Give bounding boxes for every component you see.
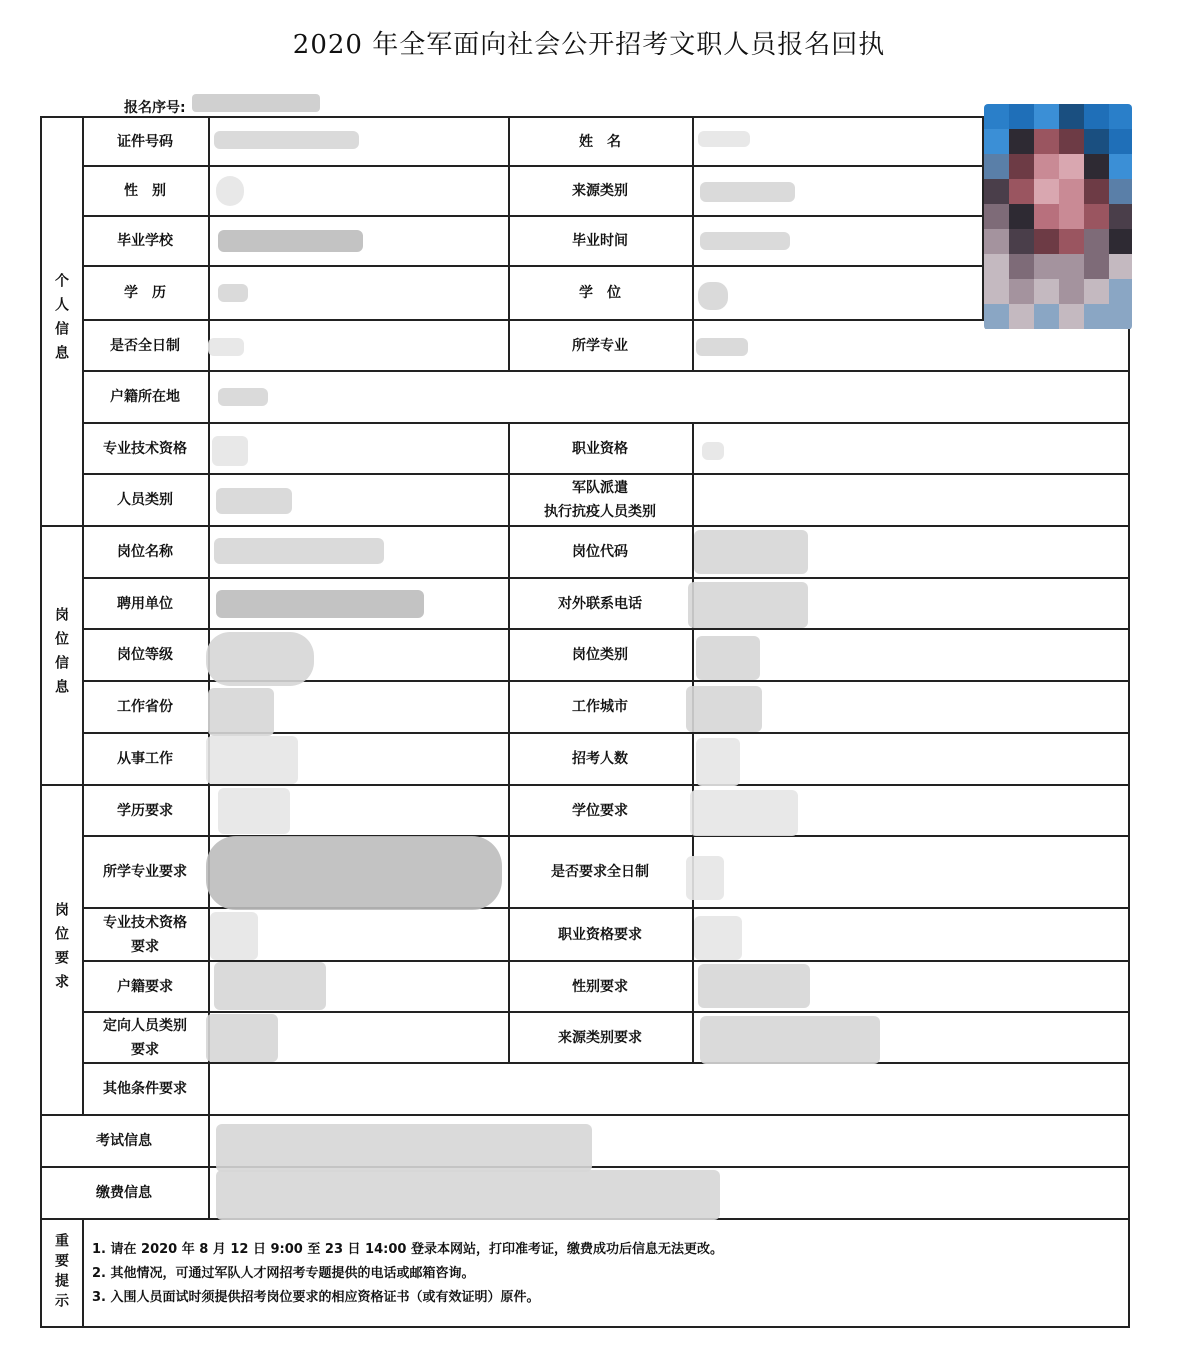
redacted-name bbox=[698, 131, 750, 147]
photo-mosaic-tile bbox=[1059, 129, 1084, 154]
photo-mosaic-tile bbox=[1009, 154, 1034, 179]
redacted-hukou bbox=[218, 388, 268, 406]
applicant-photo-pixelated bbox=[984, 104, 1132, 330]
table-rule bbox=[40, 1326, 1129, 1328]
redacted-school bbox=[218, 230, 363, 252]
label-tech-qual-req-line1: 专业技术资格 bbox=[103, 914, 187, 931]
label-targeted-req bbox=[82, 1012, 208, 1063]
label-education-req: 学历要求 bbox=[117, 802, 173, 819]
label-recruit-count: 招考人数 bbox=[572, 751, 628, 767]
label-degree-req: 学位要求 bbox=[572, 802, 628, 819]
photo-mosaic-tile bbox=[1009, 204, 1034, 229]
photo-mosaic-tile bbox=[984, 304, 1009, 329]
label-post-name: 岗位名称 bbox=[117, 544, 173, 560]
section-personal-info: 个人信息 bbox=[53, 273, 69, 369]
label-post-level: 岗位等级 bbox=[117, 647, 173, 663]
label-gender: 性 别 bbox=[124, 183, 166, 199]
redacted-grad-time bbox=[700, 232, 790, 250]
redacted-source-req bbox=[700, 1016, 880, 1064]
serial-number-redacted bbox=[192, 94, 320, 112]
photo-mosaic-tile bbox=[1034, 204, 1059, 229]
photo-mosaic-tile bbox=[1084, 254, 1109, 279]
photo-mosaic-tile bbox=[984, 254, 1009, 279]
photo-mosaic-tile bbox=[1009, 254, 1034, 279]
redacted-gender-req bbox=[698, 964, 810, 1008]
photo-mosaic-tile bbox=[1059, 179, 1084, 204]
label-vocational-qualification: 职业资格 bbox=[572, 440, 628, 457]
important-notes bbox=[92, 1238, 723, 1310]
photo-mosaic-tile bbox=[1034, 304, 1059, 329]
redacted-targeted-req bbox=[206, 1014, 278, 1062]
serial-number-label: 报名序号: bbox=[124, 100, 186, 116]
label-degree: 学 位 bbox=[579, 285, 621, 301]
label-targeted-req-line1: 定向人员类别 bbox=[103, 1017, 187, 1034]
photo-mosaic-tile bbox=[1084, 104, 1109, 129]
redacted-recruit-count bbox=[696, 738, 740, 786]
redacted-id-number bbox=[214, 131, 359, 149]
label-employer: 聘用单位 bbox=[117, 595, 173, 612]
photo-mosaic-tile bbox=[1059, 229, 1084, 254]
redacted-contact-phone bbox=[688, 582, 808, 628]
label-targeted-req-line2: 要求 bbox=[131, 1041, 159, 1058]
photo-mosaic-tile bbox=[1109, 254, 1132, 279]
photo-mosaic-tile bbox=[1034, 104, 1059, 129]
photo-mosaic-tile bbox=[1059, 304, 1084, 329]
label-post-type: 岗位类别 bbox=[572, 647, 628, 663]
redacted-fulltime bbox=[208, 338, 244, 356]
photo-mosaic-tile bbox=[1009, 179, 1034, 204]
page-title: 2020 年全军面向社会公开招考文职人员报名回执 bbox=[292, 30, 886, 60]
label-major: 所学专业 bbox=[572, 337, 628, 354]
photo-mosaic-tile bbox=[1009, 104, 1034, 129]
label-army-dispatch-line2: 执行抗疫人员类别 bbox=[544, 504, 656, 520]
redacted-tech-qual bbox=[212, 436, 248, 466]
photo-mosaic-tile bbox=[1009, 129, 1034, 154]
label-major-req: 所学专业要求 bbox=[103, 864, 187, 880]
redacted-work-city bbox=[686, 686, 762, 732]
photo-mosaic-tile bbox=[1009, 229, 1034, 254]
photo-mosaic-tile bbox=[1109, 304, 1132, 329]
redacted-post-name bbox=[214, 538, 384, 564]
redacted-gender bbox=[216, 176, 244, 206]
label-work-city: 工作城市 bbox=[572, 699, 628, 715]
photo-mosaic-tile bbox=[1059, 154, 1084, 179]
redacted-source-type bbox=[700, 182, 795, 202]
photo-mosaic-tile bbox=[1009, 279, 1034, 304]
photo-mosaic-tile bbox=[1034, 254, 1059, 279]
note-3: 3. 入围人员面试时须提供招考岗位要求的相应资格证书（或有效证明）原件。 bbox=[92, 1290, 540, 1305]
label-source-type: 来源类别 bbox=[572, 183, 628, 199]
table-rule bbox=[692, 422, 694, 1063]
label-payment-info: 缴费信息 bbox=[96, 1185, 152, 1201]
photo-mosaic-tile bbox=[1109, 104, 1132, 129]
redacted-fulltime-req bbox=[686, 856, 724, 900]
label-gender-req: 性别要求 bbox=[572, 978, 628, 995]
label-person-type: 人员类别 bbox=[117, 492, 173, 508]
photo-mosaic-tile bbox=[1109, 229, 1132, 254]
label-school: 毕业学校 bbox=[117, 233, 173, 249]
photo-mosaic-tile bbox=[1109, 179, 1132, 204]
photo-mosaic-tile bbox=[1084, 129, 1109, 154]
section-post-info: 岗位信息 bbox=[53, 607, 69, 703]
label-exam-info: 考试信息 bbox=[96, 1133, 152, 1149]
photo-mosaic-tile bbox=[1059, 279, 1084, 304]
photo-mosaic-tile bbox=[1034, 179, 1059, 204]
label-education: 学 历 bbox=[124, 285, 166, 301]
photo-mosaic-tile bbox=[984, 279, 1009, 304]
redacted-degree-req bbox=[690, 790, 798, 836]
label-id-number: 证件号码 bbox=[117, 133, 173, 150]
redacted-post-type bbox=[696, 636, 760, 680]
redacted-vocational-req bbox=[694, 916, 742, 960]
photo-mosaic-tile bbox=[1109, 279, 1132, 304]
redacted-major-req bbox=[206, 836, 502, 910]
redacted-employer bbox=[216, 590, 424, 618]
label-tech-qualification: 专业技术资格 bbox=[103, 440, 187, 457]
label-work-province: 工作省份 bbox=[117, 699, 173, 715]
redacted-tech-qual-req bbox=[210, 912, 258, 960]
photo-mosaic-tile bbox=[1034, 229, 1059, 254]
label-army-dispatch bbox=[508, 474, 692, 526]
photo-mosaic-tile bbox=[1109, 129, 1132, 154]
label-grad-time: 毕业时间 bbox=[572, 233, 628, 249]
label-fulltime: 是否全日制 bbox=[110, 337, 180, 354]
photo-mosaic-tile bbox=[1059, 204, 1084, 229]
photo-mosaic-tile bbox=[1059, 104, 1084, 129]
photo-mosaic-tile bbox=[984, 104, 1009, 129]
photo-mosaic-tile bbox=[1059, 254, 1084, 279]
redacted-hukou-req bbox=[214, 962, 326, 1010]
photo-mosaic-tile bbox=[984, 129, 1009, 154]
photo-mosaic-tile bbox=[1084, 179, 1109, 204]
note-1: 1. 请在 2020 年 8 月 12 日 9:00 至 23 日 14:00 登录本网站，打印准考证，缴费成功后信息无法更改。 bbox=[92, 1242, 723, 1257]
redacted-post-level bbox=[206, 632, 314, 686]
redacted-education bbox=[218, 284, 248, 302]
label-tech-qual-req-line2: 要求 bbox=[131, 938, 159, 955]
label-contact-phone: 对外联系电话 bbox=[558, 595, 642, 612]
note-2: 2. 其他情况，可通过军队人才网招考专题提供的电话或邮箱咨询。 bbox=[92, 1266, 475, 1281]
label-post-code: 岗位代码 bbox=[572, 544, 628, 560]
photo-mosaic-tile bbox=[984, 179, 1009, 204]
table-rule bbox=[82, 1218, 84, 1328]
redacted-degree bbox=[698, 282, 728, 310]
redacted-post-code bbox=[694, 530, 808, 574]
photo-mosaic-tile bbox=[984, 154, 1009, 179]
photo-mosaic-tile bbox=[1034, 129, 1059, 154]
redacted-vocational-qual bbox=[702, 442, 724, 460]
photo-mosaic-tile bbox=[1084, 304, 1109, 329]
label-vocational-req: 职业资格要求 bbox=[558, 926, 642, 943]
label-other-req: 其他条件要求 bbox=[103, 1081, 187, 1097]
label-tech-qual-req bbox=[82, 908, 208, 961]
label-name: 姓 名 bbox=[579, 133, 621, 150]
label-fulltime-req: 是否要求全日制 bbox=[551, 864, 649, 880]
label-hukou-req: 户籍要求 bbox=[117, 978, 173, 995]
redacted-work-province bbox=[208, 688, 274, 736]
table-rule bbox=[692, 116, 694, 371]
label-engaged-work: 从事工作 bbox=[117, 751, 173, 767]
photo-mosaic-tile bbox=[984, 229, 1009, 254]
photo-mosaic-tile bbox=[1109, 154, 1132, 179]
photo-mosaic-tile bbox=[1084, 279, 1109, 304]
section-important-notes: 重要提示 bbox=[53, 1233, 69, 1313]
redacted-education-req bbox=[218, 788, 290, 834]
redacted-exam-info bbox=[216, 1124, 592, 1172]
photo-mosaic-tile bbox=[1109, 204, 1132, 229]
label-source-req: 来源类别要求 bbox=[558, 1029, 642, 1046]
photo-mosaic-tile bbox=[1084, 154, 1109, 179]
photo-mosaic-tile bbox=[1034, 154, 1059, 179]
label-hukou: 户籍所在地 bbox=[110, 389, 180, 405]
redacted-payment-info bbox=[216, 1170, 720, 1220]
redacted-person-type bbox=[216, 488, 292, 514]
table-rule bbox=[1128, 320, 1130, 1328]
photo-mosaic-tile bbox=[1084, 204, 1109, 229]
photo-mosaic-tile bbox=[1084, 229, 1109, 254]
redacted-engaged-work bbox=[206, 736, 298, 784]
photo-mosaic-tile bbox=[984, 204, 1009, 229]
redacted-major bbox=[696, 338, 748, 356]
section-post-requirements: 岗位要求 bbox=[53, 902, 69, 998]
label-army-dispatch-line1: 军队派遣 bbox=[572, 480, 628, 496]
photo-mosaic-tile bbox=[1034, 279, 1059, 304]
photo-mosaic-tile bbox=[1009, 304, 1034, 329]
